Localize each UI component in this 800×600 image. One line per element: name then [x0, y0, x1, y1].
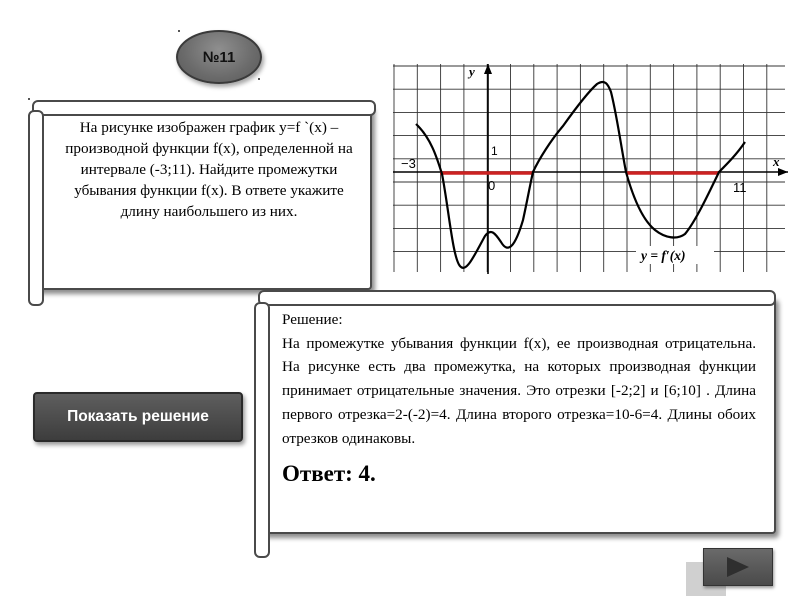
tick-label-zero: 0	[488, 178, 496, 193]
y-axis-label: y	[469, 64, 475, 79]
next-slide-button[interactable]	[703, 548, 773, 586]
tick-label-1: 1	[491, 144, 498, 158]
problem-number-badge	[176, 30, 262, 84]
scroll-curl-left	[254, 302, 270, 558]
answer-text: Ответ: 4.	[282, 461, 376, 487]
tick-label-minus3: −3	[401, 156, 416, 171]
solution-text: На промежутке убывания функции f(x), ее производная отрицательна. На рисунке есть два промежутка, на которых производная функции принимает отрицательные значения. Это отрезки [-2;2] и [6;10] . Длина первого отрезка=2-(-2)=4. Длина второго отрезка=10-6=4. Длины обоих отрезков одинаковы.	[282, 334, 756, 447]
x-axis-label: x	[773, 154, 780, 169]
x-axis-arrow	[778, 168, 788, 176]
decor-dot	[258, 78, 260, 80]
y-axis-arrow	[484, 64, 492, 74]
decor-dot	[178, 30, 180, 32]
show-solution-button[interactable]: Показать решение	[33, 392, 243, 442]
derivative-graph	[393, 62, 793, 274]
decor-dot	[28, 98, 30, 100]
task-text: На рисунке изображен график y=f `(x) – производной функции f(x), определенной на интервале (-3;11). Найдите промежутки убывания функции f(x). В ответе укажите длину наибольшего из них.	[65, 119, 353, 220]
solution-heading: Решение:	[282, 311, 343, 328]
tick-label-11: 11	[733, 180, 747, 195]
play-arrow-icon	[723, 555, 753, 579]
curve-label: y = f′(x)	[641, 248, 686, 263]
problem-number: №11	[202, 48, 236, 66]
solution-panel	[270, 304, 770, 530]
